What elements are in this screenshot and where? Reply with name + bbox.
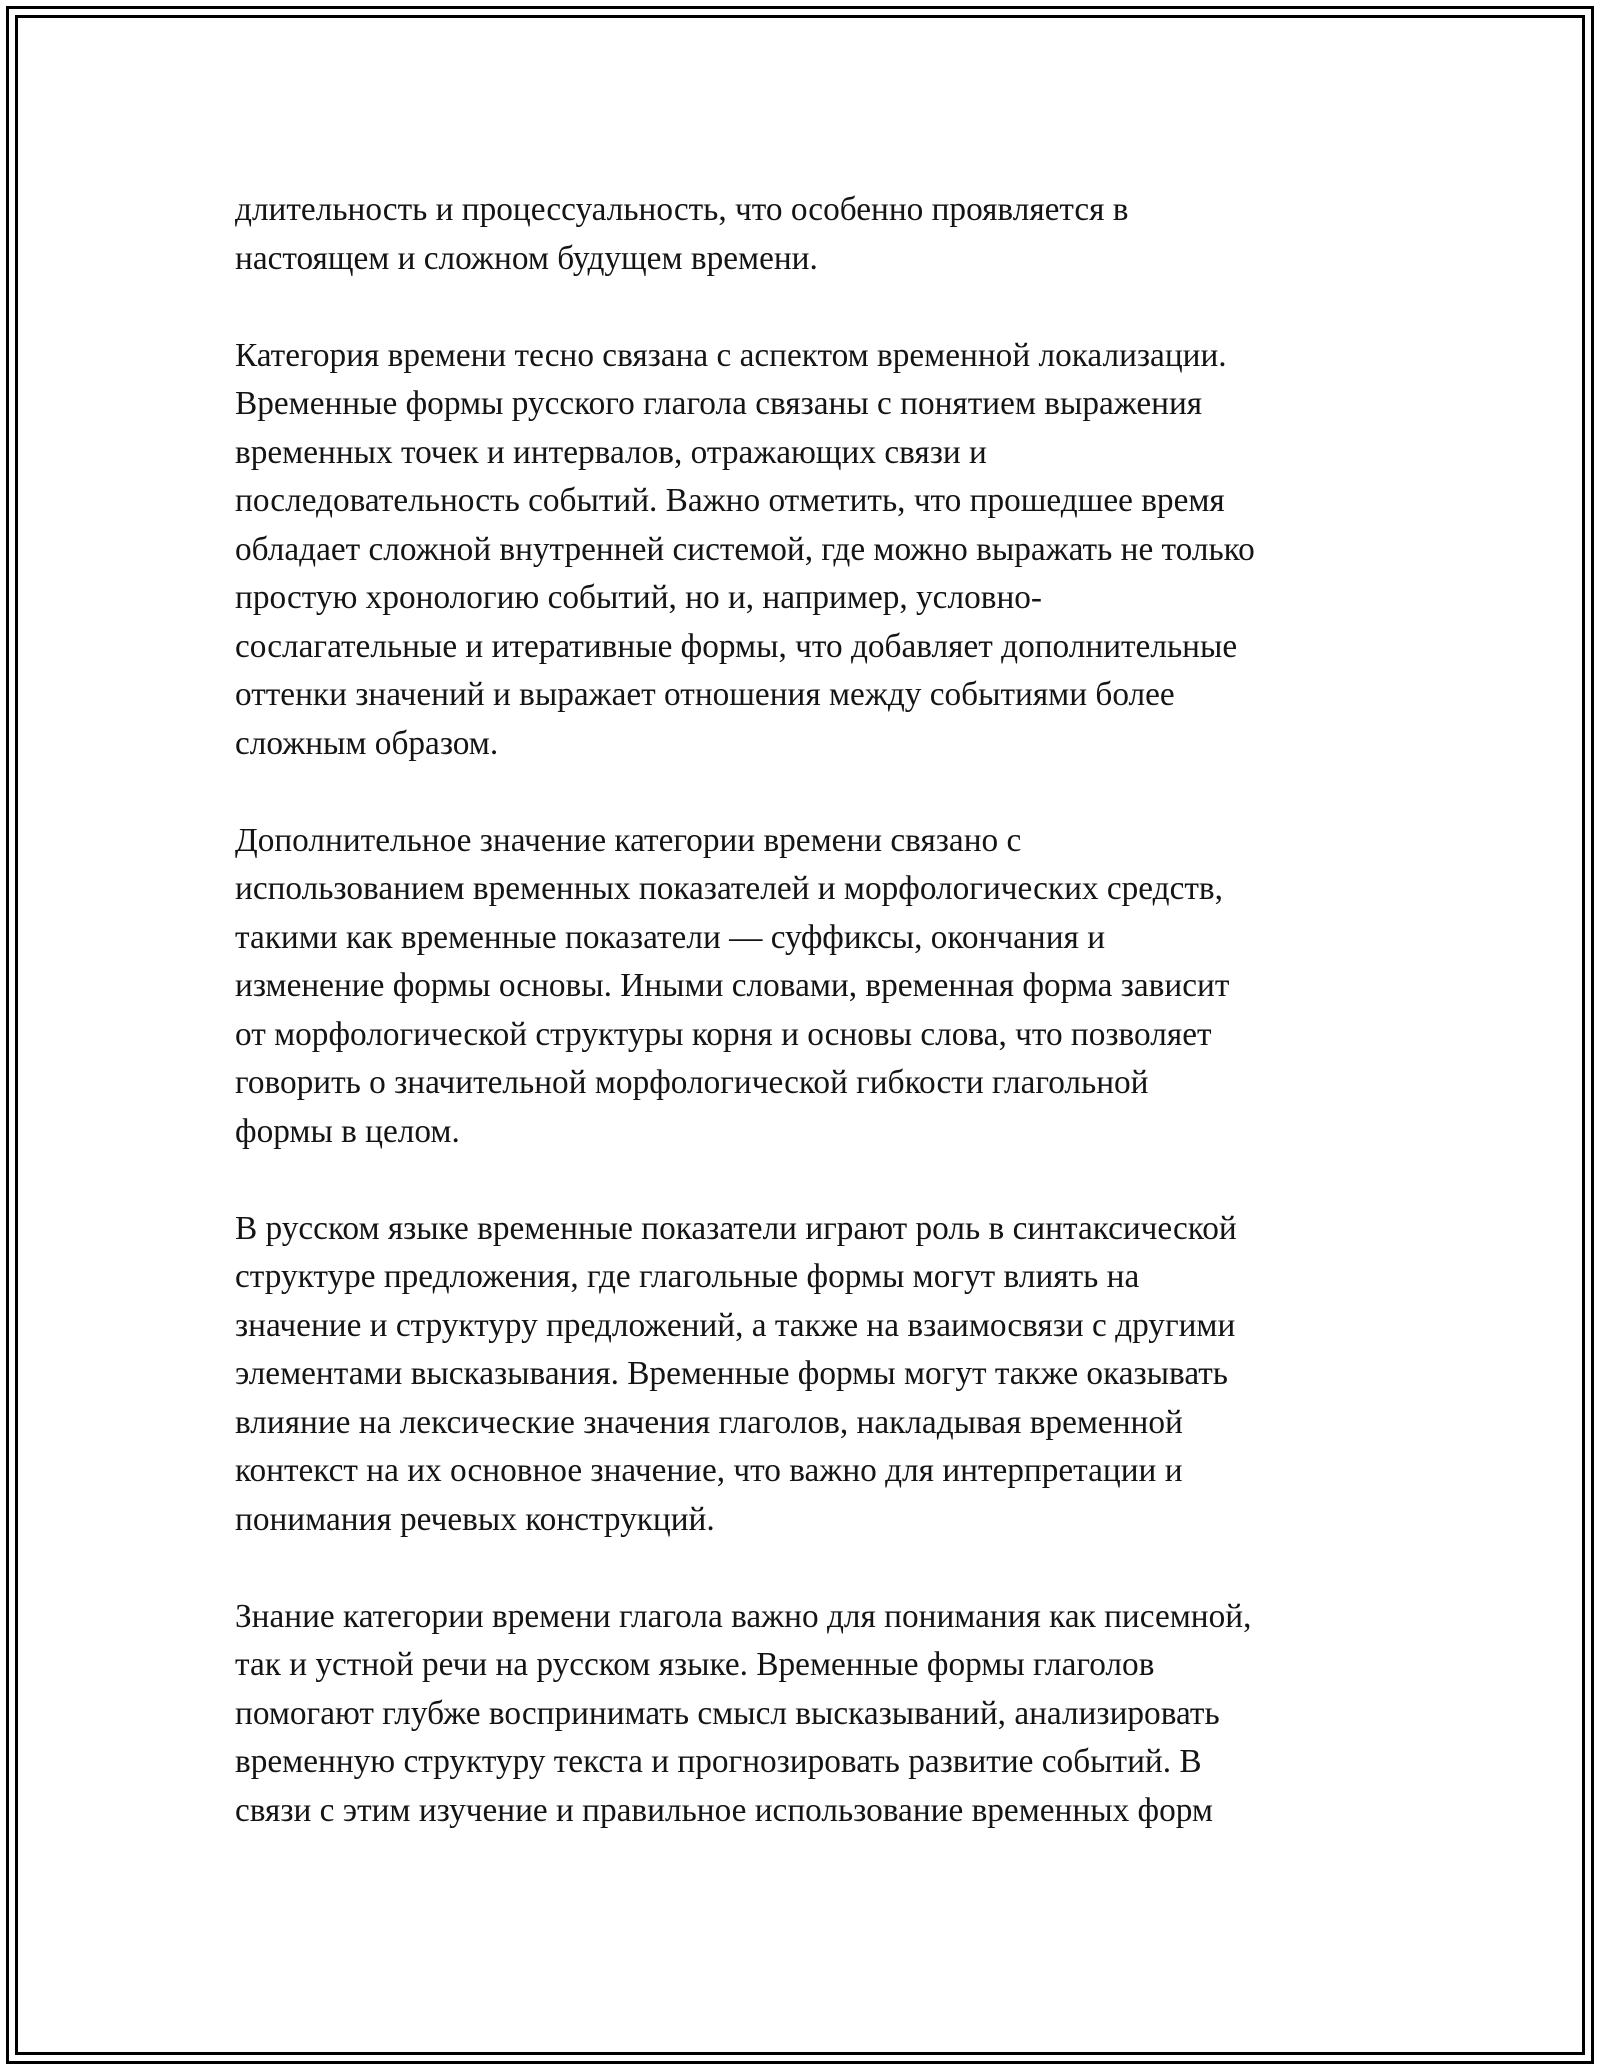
text-line: последовательность событий. Важно отметить, что прошедшее время (235, 482, 1225, 519)
text-line: формы в целом. (235, 1112, 460, 1150)
text-line: структуре предложения, где глагольные формы могут влиять на (235, 1258, 1140, 1295)
text-line: Дополнительное значение категории времени связано с (235, 821, 1022, 859)
text-line: Временные формы русского глагола связаны с понятием выражения (235, 385, 1203, 422)
paragraph-gap (235, 768, 1375, 817)
text-line: временную структуру текста и прогнозировать развитие событий. В (235, 1743, 1202, 1780)
text-line: так и устной речи на русском языке. Временные формы глаголов (235, 1646, 1155, 1683)
paragraph-gap (235, 1156, 1375, 1205)
text-line: связи с этим изучение и правильное использование временных форм (235, 1791, 1213, 1829)
paragraph-2 (235, 332, 1375, 769)
text-line: Знание категории времени глагола важно для понимания как писемной, (235, 1597, 1252, 1635)
text-line: Категория времени тесно связана с аспектом временной локализации. (235, 336, 1227, 374)
text-line: говорить о значительной морфологической гибкости глагольной (235, 1064, 1149, 1101)
paragraph-1 (235, 186, 1375, 283)
paragraph-4 (235, 1205, 1375, 1545)
text-line: настоящем и сложном будущем времени. (235, 239, 818, 277)
text-line: обладает сложной внутренней системой, где можно выражать не только (235, 530, 1255, 568)
text-line: такими как временные показатели — суффиксы, окончания и (235, 918, 1106, 956)
paragraph-gap (235, 283, 1375, 332)
paragraph-gap (235, 1544, 1375, 1593)
text-line: контекст на их основное значение, что важно для интерпретации и (235, 1452, 1183, 1489)
text-line: сослагательные и итеративные формы, что добавляет дополнительные (235, 627, 1238, 665)
text-line: временных точек и интервалов, отражающих связи и (235, 433, 987, 471)
text-line: длительность и процессуальность, что особенно проявляется в (235, 191, 1129, 228)
text-line: изменение формы основы. Иными словами, временная форма зависит (235, 967, 1230, 1004)
text-line: использованием временных показателей и морфологических средств, (235, 870, 1223, 907)
text-line: помогают глубже воспринимать смысл высказываний, анализировать (235, 1694, 1220, 1732)
text-line: простую хронологию событий, но и, например, условно- (235, 579, 1042, 616)
paragraph-5 (235, 1593, 1375, 1836)
text-line: от морфологической структуры корня и основы слова, что позволяет (235, 1015, 1212, 1053)
document-body (235, 186, 1375, 1835)
text-line: В русском языке временные показатели играют роль в синтаксической (235, 1209, 1237, 1247)
text-line: влияние на лексические значения глаголов, накладывая временной (235, 1403, 1183, 1441)
text-line: понимания речевых конструкций. (235, 1500, 715, 1538)
paragraph-3 (235, 817, 1375, 1157)
text-line: оттенки значений и выражает отношения между событиями более (235, 676, 1175, 713)
text-line: элементами высказывания. Временные формы могут также оказывать (235, 1355, 1228, 1392)
text-line: сложным образом. (235, 724, 499, 762)
text-line: значение и структуру предложений, а также на взаимосвязи с другими (235, 1306, 1236, 1344)
